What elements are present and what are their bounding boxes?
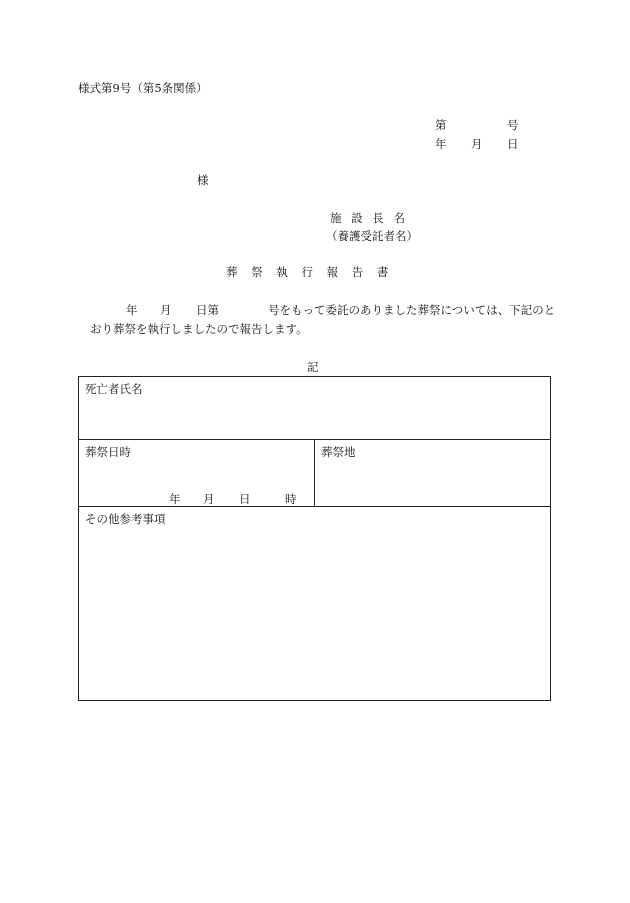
addressee-honorific: 様 [197, 173, 209, 187]
funeral-month-unit: 月 [203, 492, 215, 506]
issue-date-month: 月 [471, 137, 483, 151]
issue-date-day: 日 [507, 137, 519, 151]
funeral-hour-unit: 時 [285, 492, 297, 506]
funeral-place-cell[interactable] [315, 440, 551, 507]
funeral-record-table [78, 376, 551, 701]
form-number-title: 様式第9号（第5条関係） [78, 81, 208, 95]
deceased-name-label: 死亡者氏名 [85, 382, 143, 396]
facility-head-name: 施 設 長 名 [330, 211, 405, 225]
funeral-place-label: 葬祭地 [321, 445, 356, 459]
body-text-line1: 号をもって委託のありました葬祭については、下記のと [268, 303, 556, 317]
report-title: 葬 祭 執 行 報 告 書 [226, 265, 389, 279]
document-number-prefix: 第 [435, 118, 447, 132]
body-month: 月 [160, 303, 172, 317]
other-notes-label: その他参考事項 [85, 512, 166, 526]
deceased-name-cell[interactable] [79, 377, 551, 440]
body-day-number: 日第 [196, 303, 219, 317]
document-number-suffix: 号 [507, 118, 519, 132]
other-notes-cell[interactable] [79, 507, 551, 701]
funeral-day-unit: 日 [239, 492, 251, 506]
issue-date-year: 年 [435, 137, 447, 151]
funeral-datetime-cell[interactable] [79, 440, 315, 507]
body-year: 年 [126, 303, 138, 317]
body-text-line2: おり葬祭を執行しましたので報告します。 [90, 322, 308, 336]
funeral-datetime-label: 葬祭日時 [85, 445, 131, 459]
consignee-name: （養護受託者名） [326, 229, 418, 243]
funeral-year-unit: 年 [169, 492, 181, 506]
note-heading: 記 [307, 360, 319, 374]
